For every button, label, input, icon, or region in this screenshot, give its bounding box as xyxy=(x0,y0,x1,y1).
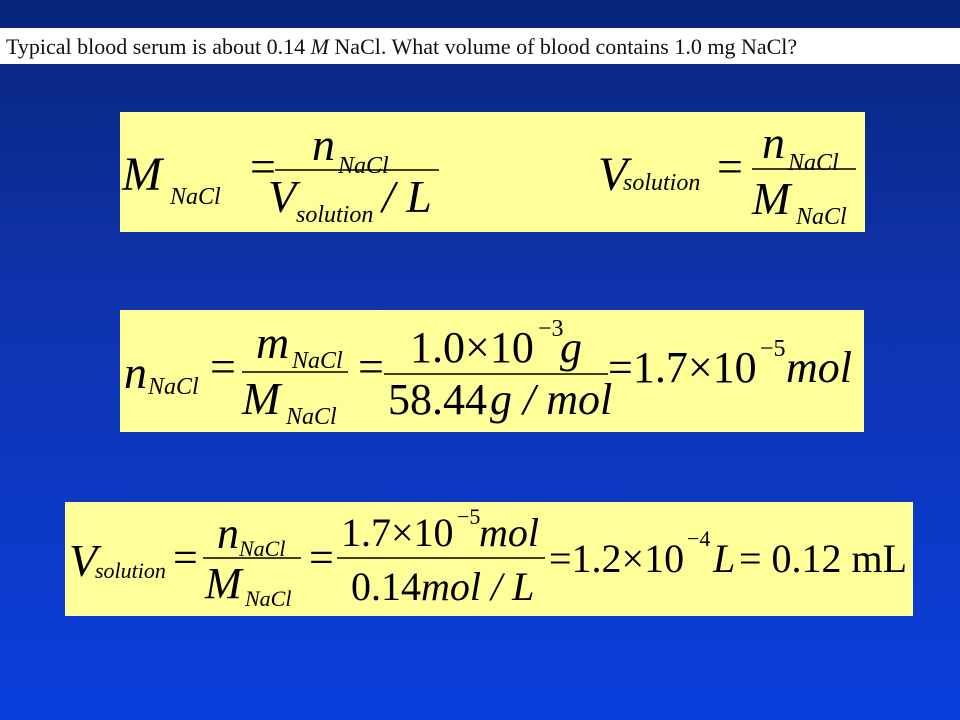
eq2-f1-denominator-subscript: NaCl xyxy=(286,404,337,430)
molarity-definition-equation xyxy=(120,112,865,232)
volume-calculation-equation xyxy=(65,502,913,616)
eq2-f1-numerator-subscript: NaCl xyxy=(292,348,343,374)
eq1-denominator-subscript: solution xyxy=(296,202,374,228)
eq1-denominator-symbol: V xyxy=(268,171,297,222)
eq3-equals-2: = xyxy=(309,533,334,582)
eq1b-numerator-subscript: NaCl xyxy=(788,150,839,176)
eq1-numerator-symbol: n xyxy=(312,119,335,170)
eq1b-numerator-symbol: n xyxy=(762,117,785,168)
eq1b-denominator-symbol: M xyxy=(752,173,791,224)
eq3-f1-denominator-symbol: M xyxy=(205,559,242,608)
eq3-result-unit: L xyxy=(713,536,736,581)
eq3-result-exponent: −4 xyxy=(687,526,711,551)
question-text xyxy=(0,28,960,64)
eq1-equals: = xyxy=(250,141,276,192)
eq3-f2-numerator-unit: mol xyxy=(479,510,539,555)
eq2-f2-denominator-value: 58.44 xyxy=(388,375,487,424)
eq1b-lhs-subscript: solution xyxy=(623,170,701,196)
eq3-f1-denominator-subscript: NaCl xyxy=(245,586,292,611)
eq1-numerator-subscript: NaCl xyxy=(338,153,389,179)
eq2-equals-2: = xyxy=(358,341,384,392)
eq3-f2-numerator-base: 1.7×10 xyxy=(341,510,454,555)
eq1-lhs-symbol: M xyxy=(122,148,162,201)
eq2-f2-numerator-unit: g xyxy=(560,323,582,372)
eq3-equals-1: = xyxy=(173,533,198,582)
question-molarity-symbol: M xyxy=(310,34,329,59)
eq3-lhs-symbol: V xyxy=(69,535,98,586)
eq2-f1-denominator-symbol: M xyxy=(242,373,281,424)
eq3-result-final: = 0.12 mL xyxy=(739,536,908,581)
eq2-f2-numerator-exponent: −3 xyxy=(538,316,564,342)
eq2-f2-numerator-base: 1.0×10 xyxy=(410,323,534,372)
eq1b-lhs-symbol: V xyxy=(598,148,628,201)
eq3-result-base: =1.2×10 xyxy=(549,536,685,581)
moles-calculation-equation xyxy=(120,310,864,432)
question-part2: NaCl. What volume of blood contains 1.0 mg NaCl? xyxy=(328,34,798,59)
eq2-lhs-symbol: n xyxy=(124,347,147,398)
question-part1: Typical blood serum is about 0.14 xyxy=(6,34,311,59)
eq3-f1-numerator-subscript: NaCl xyxy=(239,536,286,561)
eq1b-denominator-subscript: NaCl xyxy=(796,204,847,230)
eq2-result-unit: mol xyxy=(786,343,852,392)
eq2-lhs-subscript: NaCl xyxy=(148,374,199,400)
eq3-f2-denominator-value: 0.14 xyxy=(351,564,421,609)
eq1b-equals: = xyxy=(717,141,743,192)
eq3-f2-numerator-exponent: −5 xyxy=(457,504,481,529)
eq2-result-exponent: −5 xyxy=(760,336,786,362)
eq3-f2-denominator-unit: mol / L xyxy=(421,564,535,609)
eq3-lhs-subscript: solution xyxy=(95,558,166,583)
eq2-f2-denominator-unit: g / mol xyxy=(490,375,613,424)
eq2-equals-1: = xyxy=(210,341,236,392)
eq3-f1-numerator-symbol: n xyxy=(217,509,239,558)
eq1-lhs-subscript: NaCl xyxy=(170,184,221,210)
eq2-result-base: =1.7×10 xyxy=(608,343,757,392)
eq2-f1-numerator-symbol: m xyxy=(256,317,290,368)
eq1-denominator-tail: / L xyxy=(382,171,432,222)
